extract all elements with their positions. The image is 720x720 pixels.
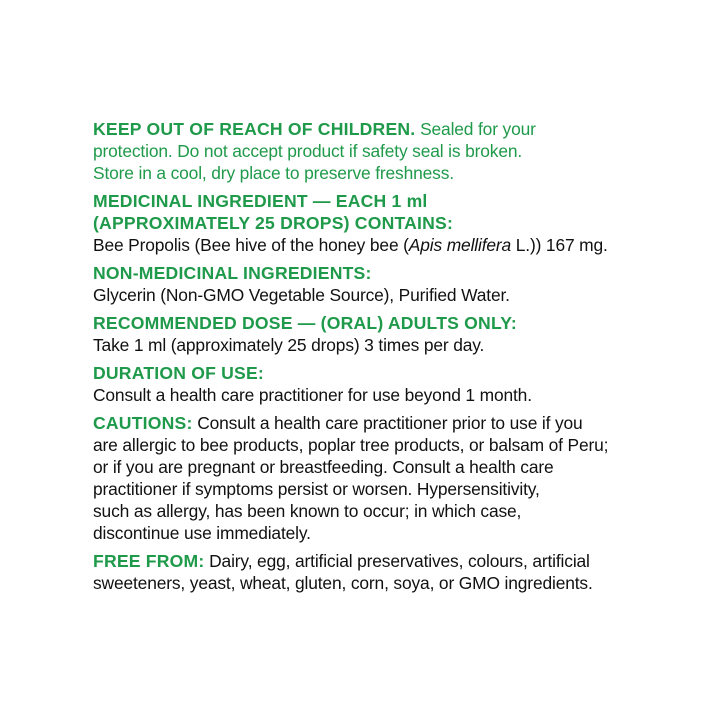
cautions-text-5: such as allergy, has been known to occur; in which case, (93, 501, 522, 521)
ingredient-latin-name: Apis mellifera (408, 235, 512, 255)
ingredient-desc-after: L.)) 167 mg. (511, 235, 608, 255)
free-from-line-1 (93, 550, 693, 572)
duration-text: Consult a health care practitioner for use beyond 1 month. (93, 385, 532, 405)
medicinal-ingredient-line (93, 234, 693, 256)
non-medicinal-heading: NON-MEDICINAL INGREDIENTS: (93, 263, 372, 283)
free-from-heading: FREE FROM: (93, 551, 205, 571)
free-from-text-2: sweeteners, yeast, wheat, gluten, corn, soya, or GMO ingredients. (93, 573, 593, 593)
cautions-heading: CAUTIONS: (93, 413, 193, 433)
non-medicinal-section (93, 262, 693, 306)
cautions-section (93, 412, 693, 544)
warning-text-1: Sealed for your (415, 119, 536, 139)
dose-heading: RECOMMENDED DOSE — (ORAL) ADULTS ONLY: (93, 313, 517, 333)
ingredient-desc-before: (Bee hive of the honey bee ( (189, 235, 409, 255)
non-medicinal-text: Glycerin (Non-GMO Vegetable Source), Purified Water. (93, 285, 510, 305)
free-from-section (93, 550, 693, 594)
cautions-text-4: practitioner if symptoms persist or worsen. Hypersensitivity, (93, 479, 540, 499)
medicinal-heading-1: MEDICINAL INGREDIENT — EACH 1 ml (93, 191, 428, 211)
dose-text: Take 1 ml (approximately 25 drops) 3 times per day. (93, 335, 485, 355)
warning-line-1 (93, 118, 693, 140)
warning-section (93, 118, 693, 184)
medicinal-heading-2: (APPROXIMATELY 25 DROPS) CONTAINS: (93, 213, 454, 233)
cautions-text-2: are allergic to bee products, poplar tree products, or balsam of Peru; (93, 435, 609, 455)
cautions-line-1 (93, 412, 693, 434)
warning-text-3: Store in a cool, dry place to preserve freshness. (93, 163, 454, 183)
cautions-text-3: or if you are pregnant or breastfeeding. Consult a health care (93, 457, 554, 477)
warning-text-2: protection. Do not accept product if safety seal is broken. (93, 141, 523, 161)
cautions-text-6: discontinue use immediately. (93, 523, 311, 543)
free-from-text-1: Dairy, egg, artificial preservatives, colours, artificial (204, 551, 590, 571)
duration-section (93, 362, 693, 406)
warning-heading: KEEP OUT OF REACH OF CHILDREN. (93, 119, 416, 139)
cautions-text-1: Consult a health care practitioner prior to use if you (192, 413, 583, 433)
medicinal-section (93, 190, 693, 256)
dose-section (93, 312, 693, 356)
product-label-text (93, 118, 693, 594)
duration-heading: DURATION OF USE: (93, 363, 264, 383)
ingredient-name: Bee Propolis (93, 235, 190, 255)
